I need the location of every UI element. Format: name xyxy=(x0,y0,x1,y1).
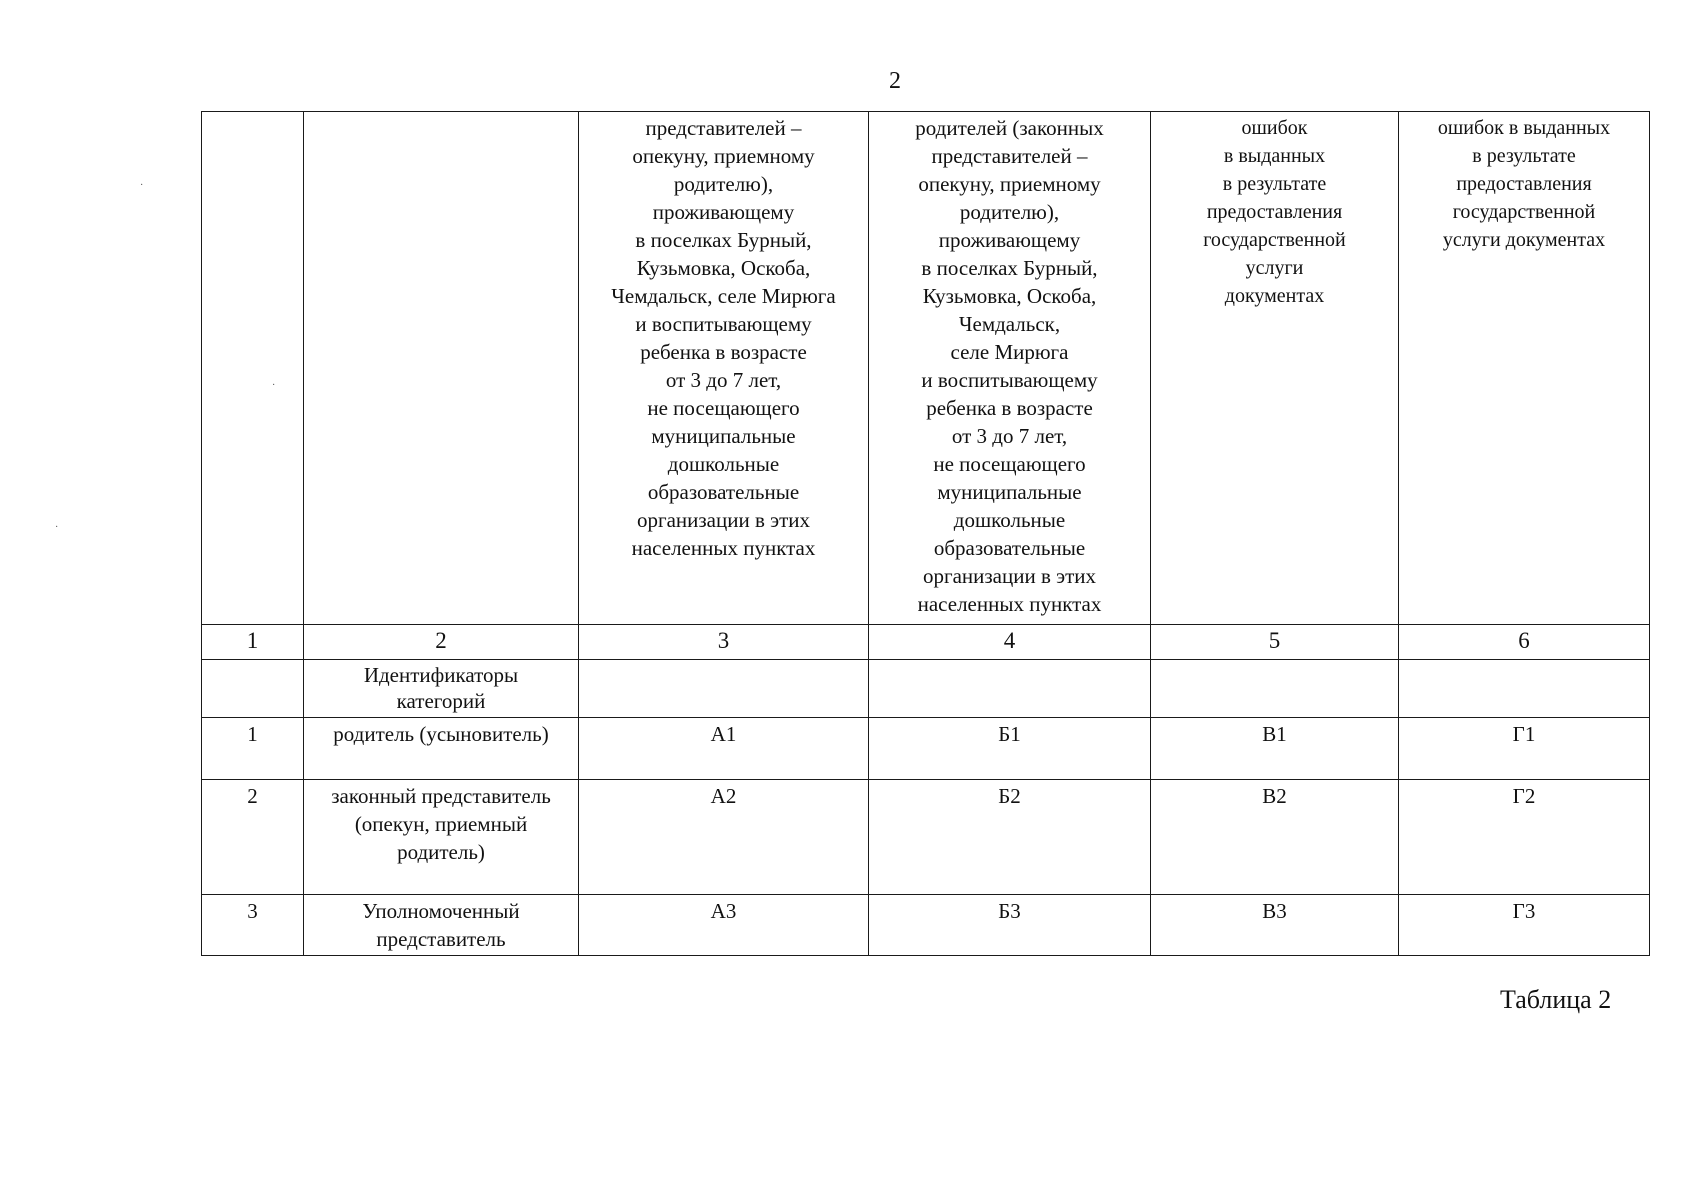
identifier-v: В3 xyxy=(1151,895,1399,956)
identifier-b: Б2 xyxy=(869,780,1151,895)
table-row xyxy=(202,780,1650,895)
identifier-a: А1 xyxy=(579,718,869,780)
empty-cell xyxy=(579,660,869,718)
header-cell-5: ошибок в выданных в результате предоставления государственной услуги документах xyxy=(1151,112,1399,625)
identifier-v: В1 xyxy=(1151,718,1399,780)
category-name: родитель (усыновитель) xyxy=(304,718,579,780)
header-cell-2 xyxy=(304,112,579,625)
empty-cell xyxy=(869,660,1151,718)
row-number: 1 xyxy=(202,718,304,780)
scan-mark: · xyxy=(140,180,144,191)
scan-mark: · xyxy=(55,522,59,533)
header-cell-4: родителей (законных представителей – опекуну, приемному родителю), проживающему в поселках Бурный, Кузьмовка, Оскоба, Чемдальск, селе Мирюга и воспитывающему ребенка в возрасте от 3 до 7 лет, не посещающего муниципальные дошкольные образовательные организации в этих населенных пунктах xyxy=(869,112,1151,625)
identifier-a: А2 xyxy=(579,780,869,895)
header-cell-1 xyxy=(202,112,304,625)
column-number: 1 xyxy=(202,625,304,660)
page-number: 2 xyxy=(889,68,901,94)
column-number: 6 xyxy=(1399,625,1650,660)
identifiers-label: Идентификаторы категорий xyxy=(304,660,579,718)
header-cell-6: ошибок в выданных в результате предоставления государственной услуги документах xyxy=(1399,112,1650,625)
identifier-g: Г3 xyxy=(1399,895,1650,956)
header-cell-3: представителей – опекуну, приемному родителю), проживающему в поселках Бурный, Кузьмовка, Оскоба, Чемдальск, селе Мирюга и воспитывающему ребенка в возрасте от 3 до 7 лет, не посещающего муниципальные дошкольные образовательные организации в этих населенных пунктах xyxy=(579,112,869,625)
column-number: 3 xyxy=(579,625,869,660)
identifier-g: Г1 xyxy=(1399,718,1650,780)
category-name: законный представитель (опекун, приемный родитель) xyxy=(304,780,579,895)
identifier-v: В2 xyxy=(1151,780,1399,895)
column-number: 2 xyxy=(304,625,579,660)
identifier-g: Г2 xyxy=(1399,780,1650,895)
empty-cell xyxy=(202,660,304,718)
row-number: 3 xyxy=(202,895,304,956)
identifiers-row xyxy=(202,660,1650,718)
identifier-a: А3 xyxy=(579,895,869,956)
table-row xyxy=(202,718,1650,780)
identifier-b: Б3 xyxy=(869,895,1151,956)
categories-table xyxy=(201,111,1650,956)
empty-cell xyxy=(1399,660,1650,718)
table-header-row xyxy=(202,112,1650,625)
identifier-b: Б1 xyxy=(869,718,1151,780)
column-number: 5 xyxy=(1151,625,1399,660)
category-name: Уполномоченный представитель xyxy=(304,895,579,956)
column-number-row xyxy=(202,625,1650,660)
scan-mark: · xyxy=(272,380,276,391)
table-caption: Таблица 2 xyxy=(1500,985,1612,1014)
empty-cell xyxy=(1151,660,1399,718)
row-number: 2 xyxy=(202,780,304,895)
table-row xyxy=(202,895,1650,956)
column-number: 4 xyxy=(869,625,1151,660)
